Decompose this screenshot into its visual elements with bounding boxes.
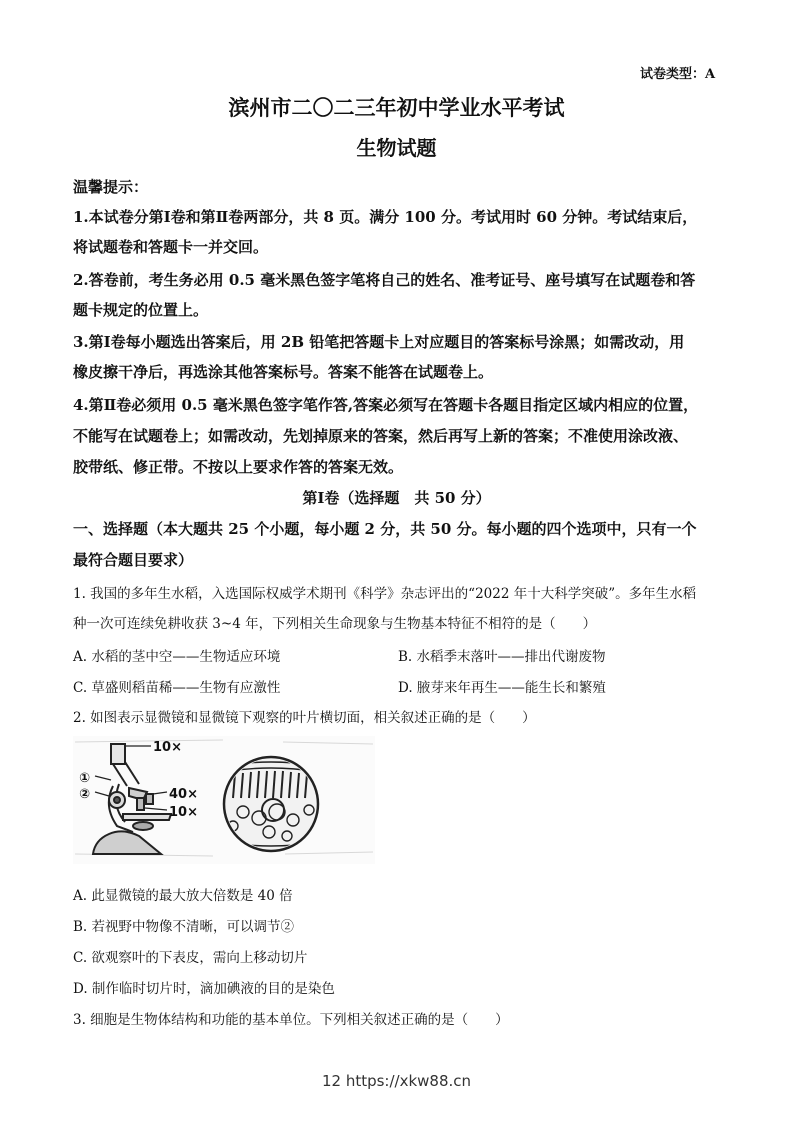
- notes-heading: 温馨提示：: [73, 178, 149, 196]
- note-line: 将试题卷和答题卡一并交回。: [73, 238, 269, 256]
- q1-option-b: B. 水稻季末落叶——排出代谢废物: [398, 649, 606, 665]
- note-line: 不能写在试题卷上；如需改动，先划掉原来的答案，然后再写上新的答案；不准使用涂改液、: [73, 427, 689, 445]
- q1-option-c: C. 草盛则稻苗稀——生物有应激性: [73, 680, 281, 696]
- microscope-figure: [73, 736, 375, 864]
- paper-type-label: 试卷类型：A: [640, 67, 716, 82]
- page-footer: 12 https://xkw88.cn: [321, 1072, 472, 1090]
- note-line: 2.答卷前，考生务必用 0.5 毫米黑色签字笔将自己的姓名、准考证号、座号填写在试题卷和答: [73, 271, 696, 289]
- q2-option-d: D. 制作临时切片时，滴加碘液的目的是染色: [73, 981, 335, 997]
- eyepiece-label: 10×: [153, 740, 182, 755]
- exam-title: 滨州市二〇二三年初中学业水平考试: [228, 95, 565, 120]
- q2-stem: 2. 如图表示显微镜和显微镜下观察的叶片横切面，相关叙述正确的是（ ）: [73, 710, 536, 726]
- section-title: 第Ⅰ卷（选择题 共 50 分）: [302, 489, 491, 507]
- note-line: 1.本试卷分第Ⅰ卷和第Ⅱ卷两部分，共 8 页。满分 100 分。考试用时 60 分钟。考试结束后，: [73, 208, 698, 226]
- section-instruction: 一、选择题（本大题共 25 个小题，每小题 2 分，共 50 分。每小题的四个选项中，只有一个: [73, 520, 697, 538]
- q1-stem: 1. 我国的多年生水稻，入选国际权威学术期刊《科学》杂志评出的“2022 年十大科学突破”。多年生水稻: [73, 586, 697, 602]
- objective-10-label: 10×: [169, 805, 198, 820]
- label-1: ①: [79, 771, 91, 786]
- q3-stem: 3. 细胞是生物体结构和功能的基本单位。下列相关叙述正确的是（ ）: [73, 1012, 509, 1028]
- microscope-diagram: [73, 736, 375, 864]
- note-line: 3.第Ⅰ卷每小题选出答案后，用 2B 铅笔把答题卡上对应题目的答案标号涂黑；如需改动，用: [73, 333, 685, 351]
- note-line: 胶带纸、修正带。不按以上要求作答的答案无效。: [73, 458, 404, 476]
- exam-subtitle: 生物试题: [356, 136, 437, 160]
- q1-option-d: D. 腋芽来年再生——能生长和繁殖: [398, 680, 606, 696]
- note-line: 4.第Ⅱ卷必须用 0.5 毫米黑色签字笔作答,答案必须写在答题卡各题目指定区域内相应的位置，: [73, 396, 699, 414]
- q2-option-c: C. 欲观察叶的下表皮，需向上移动切片: [73, 950, 308, 966]
- q2-option-b: B. 若视野中物像不清晰，可以调节②: [73, 919, 295, 935]
- q1-stem: 种一次可连续免耕收获 3~4 年，下列相关生命现象与生物基本特征不相符的是（ ）: [73, 616, 597, 632]
- section-instruction: 最符合题目要求）: [73, 551, 194, 569]
- note-line: 橡皮擦干净后，再选涂其他答案标号。答案不能答在试题卷上。: [73, 363, 494, 381]
- objective-40-label: 40×: [169, 787, 198, 802]
- note-line: 题卡规定的位置上。: [73, 301, 209, 319]
- label-2: ②: [79, 787, 91, 802]
- q1-option-a: A. 水稻的茎中空——生物适应环境: [73, 649, 281, 665]
- leaf-cross-section-view: [223, 757, 319, 851]
- q2-option-a: A. 此显微镜的最大放大倍数是 40 倍: [73, 888, 293, 904]
